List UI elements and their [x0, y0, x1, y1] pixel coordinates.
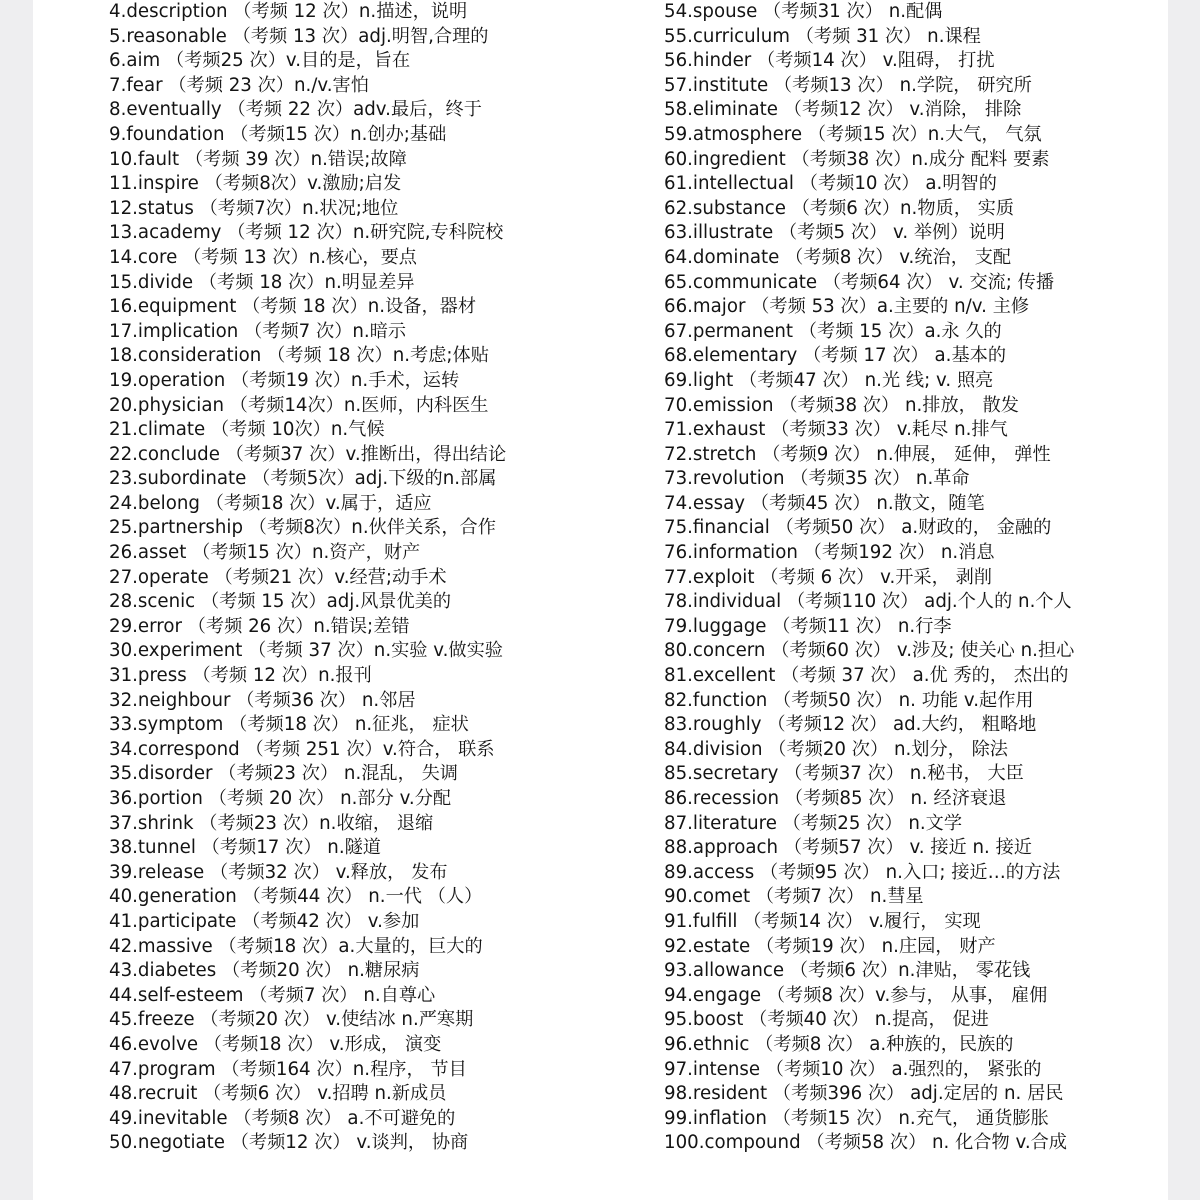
vocab-entry: 10.fault （考频 39 次）n.错误;故障 [109, 148, 407, 170]
vocab-entry: 100.compound （考频58 次） n. 化合物 v.合成 [664, 1132, 1067, 1154]
vocab-entry: 5.reasonable （考频 13 次）adj.明智,合理的 [109, 25, 489, 47]
vocab-entry: 8.eventually （考频 22 次）adv.最后，终于 [109, 99, 482, 121]
vocab-entry: 14.core （考频 13 次）n.核心，要点 [109, 246, 417, 268]
vocab-entry: 90.comet （考频7 次） n.彗星 [664, 886, 924, 908]
vocab-entry: 98.resident （考频396 次） adj.定居的 n. 居民 [664, 1083, 1064, 1105]
vocab-entry: 89.access （考频95 次） n.入口; 接近…的方法 [664, 861, 1061, 883]
vocab-entry: 28.scenic （考频 15 次）adj.风景优美的 [109, 591, 452, 613]
vocab-entry: 16.equipment （考频 18 次）n.设备，器材 [109, 296, 477, 318]
vocab-entry: 79.luggage （考频11 次） n.行李 [664, 615, 952, 637]
vocab-entry: 49.inevitable （考频8 次） a.不可避免的 [109, 1107, 456, 1129]
vocab-entry: 22.conclude （考频37 次）v.推断出，得出结论 [109, 443, 507, 465]
vocab-entry: 97.intense （考频10 次） a.强烈的， 紧张的 [664, 1058, 1042, 1080]
vocab-entry: 71.exhaust （考频33 次） v.耗尽 n.排气 [664, 419, 1008, 441]
vocab-entry: 20.physician （考频14次）n.医师，内科医生 [109, 394, 489, 416]
vocab-entry: 37.shrink （考频23 次）n.收缩， 退缩 [109, 812, 434, 834]
vocab-entry: 81.excellent （考频 37 次） a.优 秀的， 杰出的 [664, 665, 1069, 687]
vocab-entry: 62.substance （考频6 次）n.物质， 实质 [664, 197, 1015, 219]
vocab-entry: 45.freeze （考频20 次） v.使结冰 n.严寒期 [109, 1009, 474, 1031]
vocab-entry: 61.intellectual （考频10 次） a.明智的 [664, 173, 997, 195]
vocab-entry: 87.literature （考频25 次） n.文学 [664, 812, 963, 834]
vocab-entry: 56.hinder （考频14 次） v.阻碍， 打扰 [664, 50, 995, 72]
vocab-entry: 83.roughly （考频12 次） ad.大约， 粗略地 [664, 714, 1037, 736]
vocab-entry: 96.ethnic （考频8 次） a.种族的，民族的 [664, 1033, 1014, 1055]
left-column [109, 0, 629, 1156]
vocab-entry: 58.eliminate （考频12 次） v.消除， 排除 [664, 99, 1022, 121]
vocab-entry: 50.negotiate （考频12 次） v.谈判， 协商 [109, 1132, 469, 1154]
vocab-entry: 12.status （考频7次）n.状况;地位 [109, 197, 399, 219]
vocab-entry: 42.massive （考频18 次）a.大量的，巨大的 [109, 935, 483, 957]
vocab-entry: 46.evolve （考频18 次） v.形成， 演变 [109, 1033, 442, 1055]
vocab-entry: 26.asset （考频15 次）n.资产，财产 [109, 542, 421, 564]
vocab-entry: 72.stretch （考频9 次） n.伸展， 延伸， 弹性 [664, 443, 1051, 465]
vocab-entry: 30.experiment （考频 37 次）n.实验 v.做实验 [109, 640, 503, 662]
vocab-entry: 47.program （考频164 次）n.程序， 节目 [109, 1058, 467, 1080]
vocab-entry: 85.secretary （考频37 次） n.秘书， 大臣 [664, 763, 1024, 785]
vocab-entry: 84.division （考频20 次） n.划分， 除法 [664, 738, 1008, 760]
vocab-entry: 67.permanent （考频 15 次）a.永 久的 [664, 320, 1002, 342]
vocab-entry: 6.aim （考频25 次）v.目的是，旨在 [109, 50, 411, 72]
vocab-entry: 44.self-esteem （考频7 次） n.自尊心 [109, 984, 436, 1006]
vocab-entry: 31.press （考频 12 次）n.报刊 [109, 665, 372, 687]
vocab-entry: 29.error （考频 26 次）n.错误;差错 [109, 615, 410, 637]
vocab-entry: 64.dominate （考频8 次） v.统治， 支配 [664, 246, 1012, 268]
vocab-entry: 19.operation （考频19 次）n.手术，运转 [109, 369, 460, 391]
vocab-entry: 69.light （考频47 次） n.光 线; v. 照亮 [664, 369, 994, 391]
vocab-entry: 54.spouse （考频31 次） n.配偶 [664, 1, 943, 22]
vocab-entry: 11.inspire （考频8次）v.激励;启发 [109, 173, 402, 195]
vocab-entry: 21.climate （考频 10次）n.气候 [109, 419, 385, 441]
vocab-entry: 76.information （考频192 次） n.消息 [664, 542, 995, 564]
vocab-entry: 32.neighbour （考频36 次） n.邻居 [109, 689, 416, 711]
vocab-entry: 92.estate （考频19 次） n.庄园， 财产 [664, 935, 996, 957]
vocab-entry: 65.communicate （考频64 次） v. 交流; 传播 [664, 271, 1055, 293]
vocab-entry: 24.belong （考频18 次）v.属于，适应 [109, 492, 432, 514]
vocab-entry: 59.atmosphere （考频15 次）n.大气， 气氛 [664, 123, 1042, 145]
document-page [33, 0, 1168, 1200]
vocab-entry: 36.portion （考频 20 次） n.部分 v.分配 [109, 788, 452, 809]
vocab-entry: 23.subordinate （考频5次）adj.下级的n.部属 [109, 468, 497, 490]
vocab-entry: 55.curriculum （考频 31 次） n.课程 [664, 25, 981, 47]
vocab-entry: 43.diabetes （考频20 次） n.糖尿病 [109, 960, 420, 982]
vocab-entry: 27.operate （考频21 次）v.经营;动手术 [109, 566, 447, 588]
vocab-entry: 34.correspond （考频 251 次）v.符合， 联系 [109, 738, 495, 760]
vocab-entry: 91.fulfill （考频14 次） v.履行， 实现 [664, 910, 981, 932]
vocab-entry: 35.disorder （考频23 次） n.混乱， 失调 [109, 763, 458, 785]
vocab-entry: 74.essay （考频45 次） n.散文，随笔 [664, 492, 985, 514]
vocab-entry: 48.recruit （考频6 次） v.招聘 n.新成员 [109, 1083, 447, 1105]
vocab-entry: 38.tunnel （考频17 次） n.隧道 [109, 837, 381, 859]
vocab-entry: 63.illustrate （考频5 次） v. 举例）说明 [664, 222, 1005, 244]
vocab-entry: 78.individual （考频110 次） adj.个人的 n.个人 [664, 591, 1072, 613]
vocab-entry: 40.generation （考频44 次） n.一代 （人） [109, 886, 483, 908]
vocab-entry: 99.inflation （考频15 次） n.充气， 通货膨胀 [664, 1107, 1049, 1129]
vocab-entry: 73.revolution （考频35 次） n.革命 [664, 468, 970, 490]
vocab-entry: 80.concern （考频60 次） v.涉及; 使关心 n.担心 [664, 640, 1075, 662]
vocab-entry: 13.academy （考频 12 次）n.研究院,专科院校 [109, 222, 504, 244]
vocab-entry: 86.recession （考频85 次） n. 经济衰退 [664, 788, 1007, 809]
vocab-entry: 57.institute （考频13 次） n.学院， 研究所 [664, 74, 1032, 96]
vocab-entry: 75.financial （考频50 次） a.财政的， 金融的 [664, 517, 1052, 539]
vocab-entry: 17.implication （考频7 次）n.暗示 [109, 320, 407, 342]
vocab-entry: 94.engage （考频8 次）v.参与， 从事， 雇佣 [664, 984, 1048, 1006]
vocab-entry: 33.symptom （考频18 次） n.征兆， 症状 [109, 714, 469, 736]
vocab-entry: 93.allowance （考频6 次）n.津贴， 零花钱 [664, 960, 1031, 982]
vocab-entry: 25.partnership （考频8次）n.伙伴关系，合作 [109, 517, 496, 539]
right-column [664, 0, 1164, 1156]
vocab-entry: 39.release （考频32 次） v.释放， 发布 [109, 861, 448, 883]
vocab-entry: 68.elementary （考频 17 次） a.基本的 [664, 345, 1007, 367]
vocab-entry: 41.participate （考频42 次） v.参加 [109, 910, 420, 932]
vocab-entry: 95.boost （考频40 次） n.提高， 促进 [664, 1009, 989, 1031]
vocab-entry: 77.exploit （考频 6 次） v.开采， 剥削 [664, 566, 992, 588]
vocab-entry: 4.description （考频 12 次）n.描述，说明 [109, 1, 468, 22]
vocab-entry: 15.divide （考频 18 次）n.明显差异 [109, 271, 415, 293]
vocab-entry: 18.consideration （考频 18 次）n.考虑;体贴 [109, 345, 489, 367]
vocab-entry: 66.major （考频 53 次）a.主要的 n/v. 主修 [664, 296, 1030, 318]
vocab-entry: 9.foundation （考频15 次）n.创办;基础 [109, 123, 447, 145]
vocab-entry: 7.fear （考频 23 次）n./v.害怕 [109, 74, 369, 96]
vocab-entry: 88.approach （考频57 次） v. 接近 n. 接近 [664, 837, 1032, 859]
vocab-entry: 82.function （考频50 次） n. 功能 v.起作用 [664, 689, 1034, 711]
vocab-entry: 70.emission （考频38 次） n.排放， 散发 [664, 394, 1019, 416]
vocab-entry: 60.ingredient （考频38 次）n.成分 配料 要素 [664, 148, 1050, 170]
